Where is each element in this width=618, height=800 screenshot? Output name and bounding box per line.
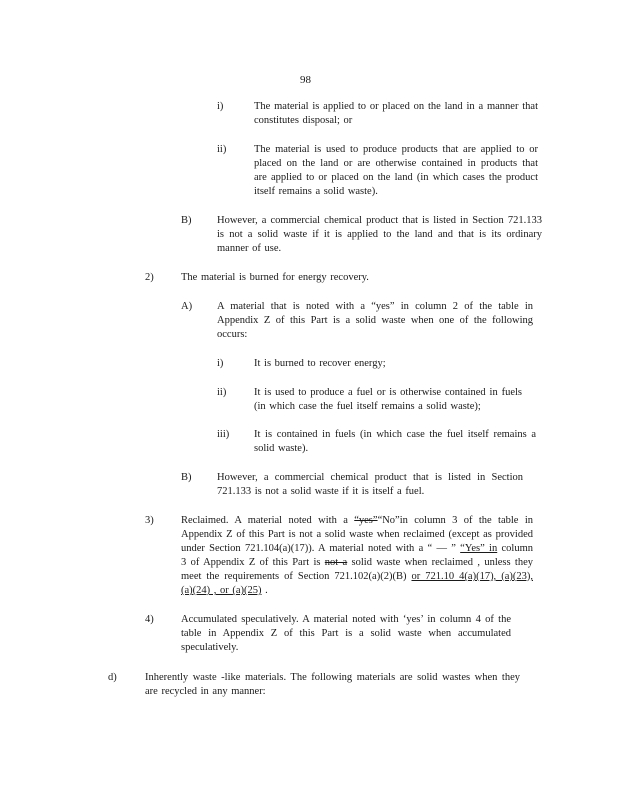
text-segment: column 3 of Appendix Z of this Part is (181, 543, 533, 568)
item-marker: 4) (145, 614, 154, 625)
item-marker: i) (217, 101, 224, 112)
text-segment: “No”in column 3 of the table in Appendix Z of this Part is not a solid waste when reclaimed (except as provided under Section 721.104(a)(17)). A material noted with a “ — ” (181, 515, 534, 554)
item-marker: A) (181, 301, 193, 312)
struck-text: not a (324, 557, 348, 568)
item-marker: B) (181, 472, 192, 483)
inserted-text: or 721.10 4(a)(17), (a)(23), (a)(24) , or (a)(25) (181, 571, 533, 596)
text-segment: . (261, 585, 268, 596)
item-text: A material that is noted with a “yes” in column 2 of the table in Appendix Z of this Part is a solid waste when one of the following occurs: (217, 301, 533, 340)
item-text: It is burned to recover energy; (254, 358, 386, 369)
item-text: Accumulated speculatively. A material noted with ‘yes’ in column 4 of the table in Appendix Z of this Part is a solid waste when accumulated speculatively. (181, 614, 511, 653)
item-text: The material is used to produce products that are applied to or placed on the land or are otherwise contained in products that are applied to or placed on the land (in which cases the product itself remains a solid waste). (254, 144, 538, 197)
text-segment: Reclaimed. A material noted with a (181, 515, 355, 526)
item-marker: ii) (217, 387, 227, 398)
item-text: Inherently waste -like materials. The following materials are solid wastes when they are recycled in any manner: (145, 672, 520, 697)
item-marker: 2) (145, 272, 154, 283)
item-marker: 3) (145, 515, 154, 526)
item-marker: B) (181, 215, 192, 226)
text-segment: solid waste when reclaimed , unless they meet the requirements of Section 721.102(a)(2)(B) (181, 557, 534, 582)
item-text: However, a commercial chemical product that is listed in Section 721.133 is not a solid waste if it is itself a fuel. (217, 472, 523, 497)
item-text: It is contained in fuels (in which case the fuel itself remains a solid waste). (254, 429, 536, 454)
struck-text: “yes” (354, 515, 378, 526)
item-text (181, 514, 533, 598)
item-text: However, a commercial chemical product that is listed in Section 721.133 is not a solid waste if it is applied to the land and that is its ordinary manner of use. (217, 215, 542, 254)
page-number: 98 (300, 74, 311, 86)
item-marker: ii) (217, 144, 227, 155)
item-marker: i) (217, 358, 224, 369)
item-text: The material is burned for energy recovery. (181, 272, 369, 283)
item-marker: iii) (217, 429, 230, 440)
inserted-text: “Yes” in (460, 543, 498, 554)
item-text: It is used to produce a fuel or is otherwise contained in fuels (in which case the fuel itself remains a solid waste); (254, 387, 522, 412)
item-marker: d) (108, 672, 117, 683)
item-text: The material is applied to or placed on the land in a manner that constitutes disposal; or (254, 101, 538, 126)
